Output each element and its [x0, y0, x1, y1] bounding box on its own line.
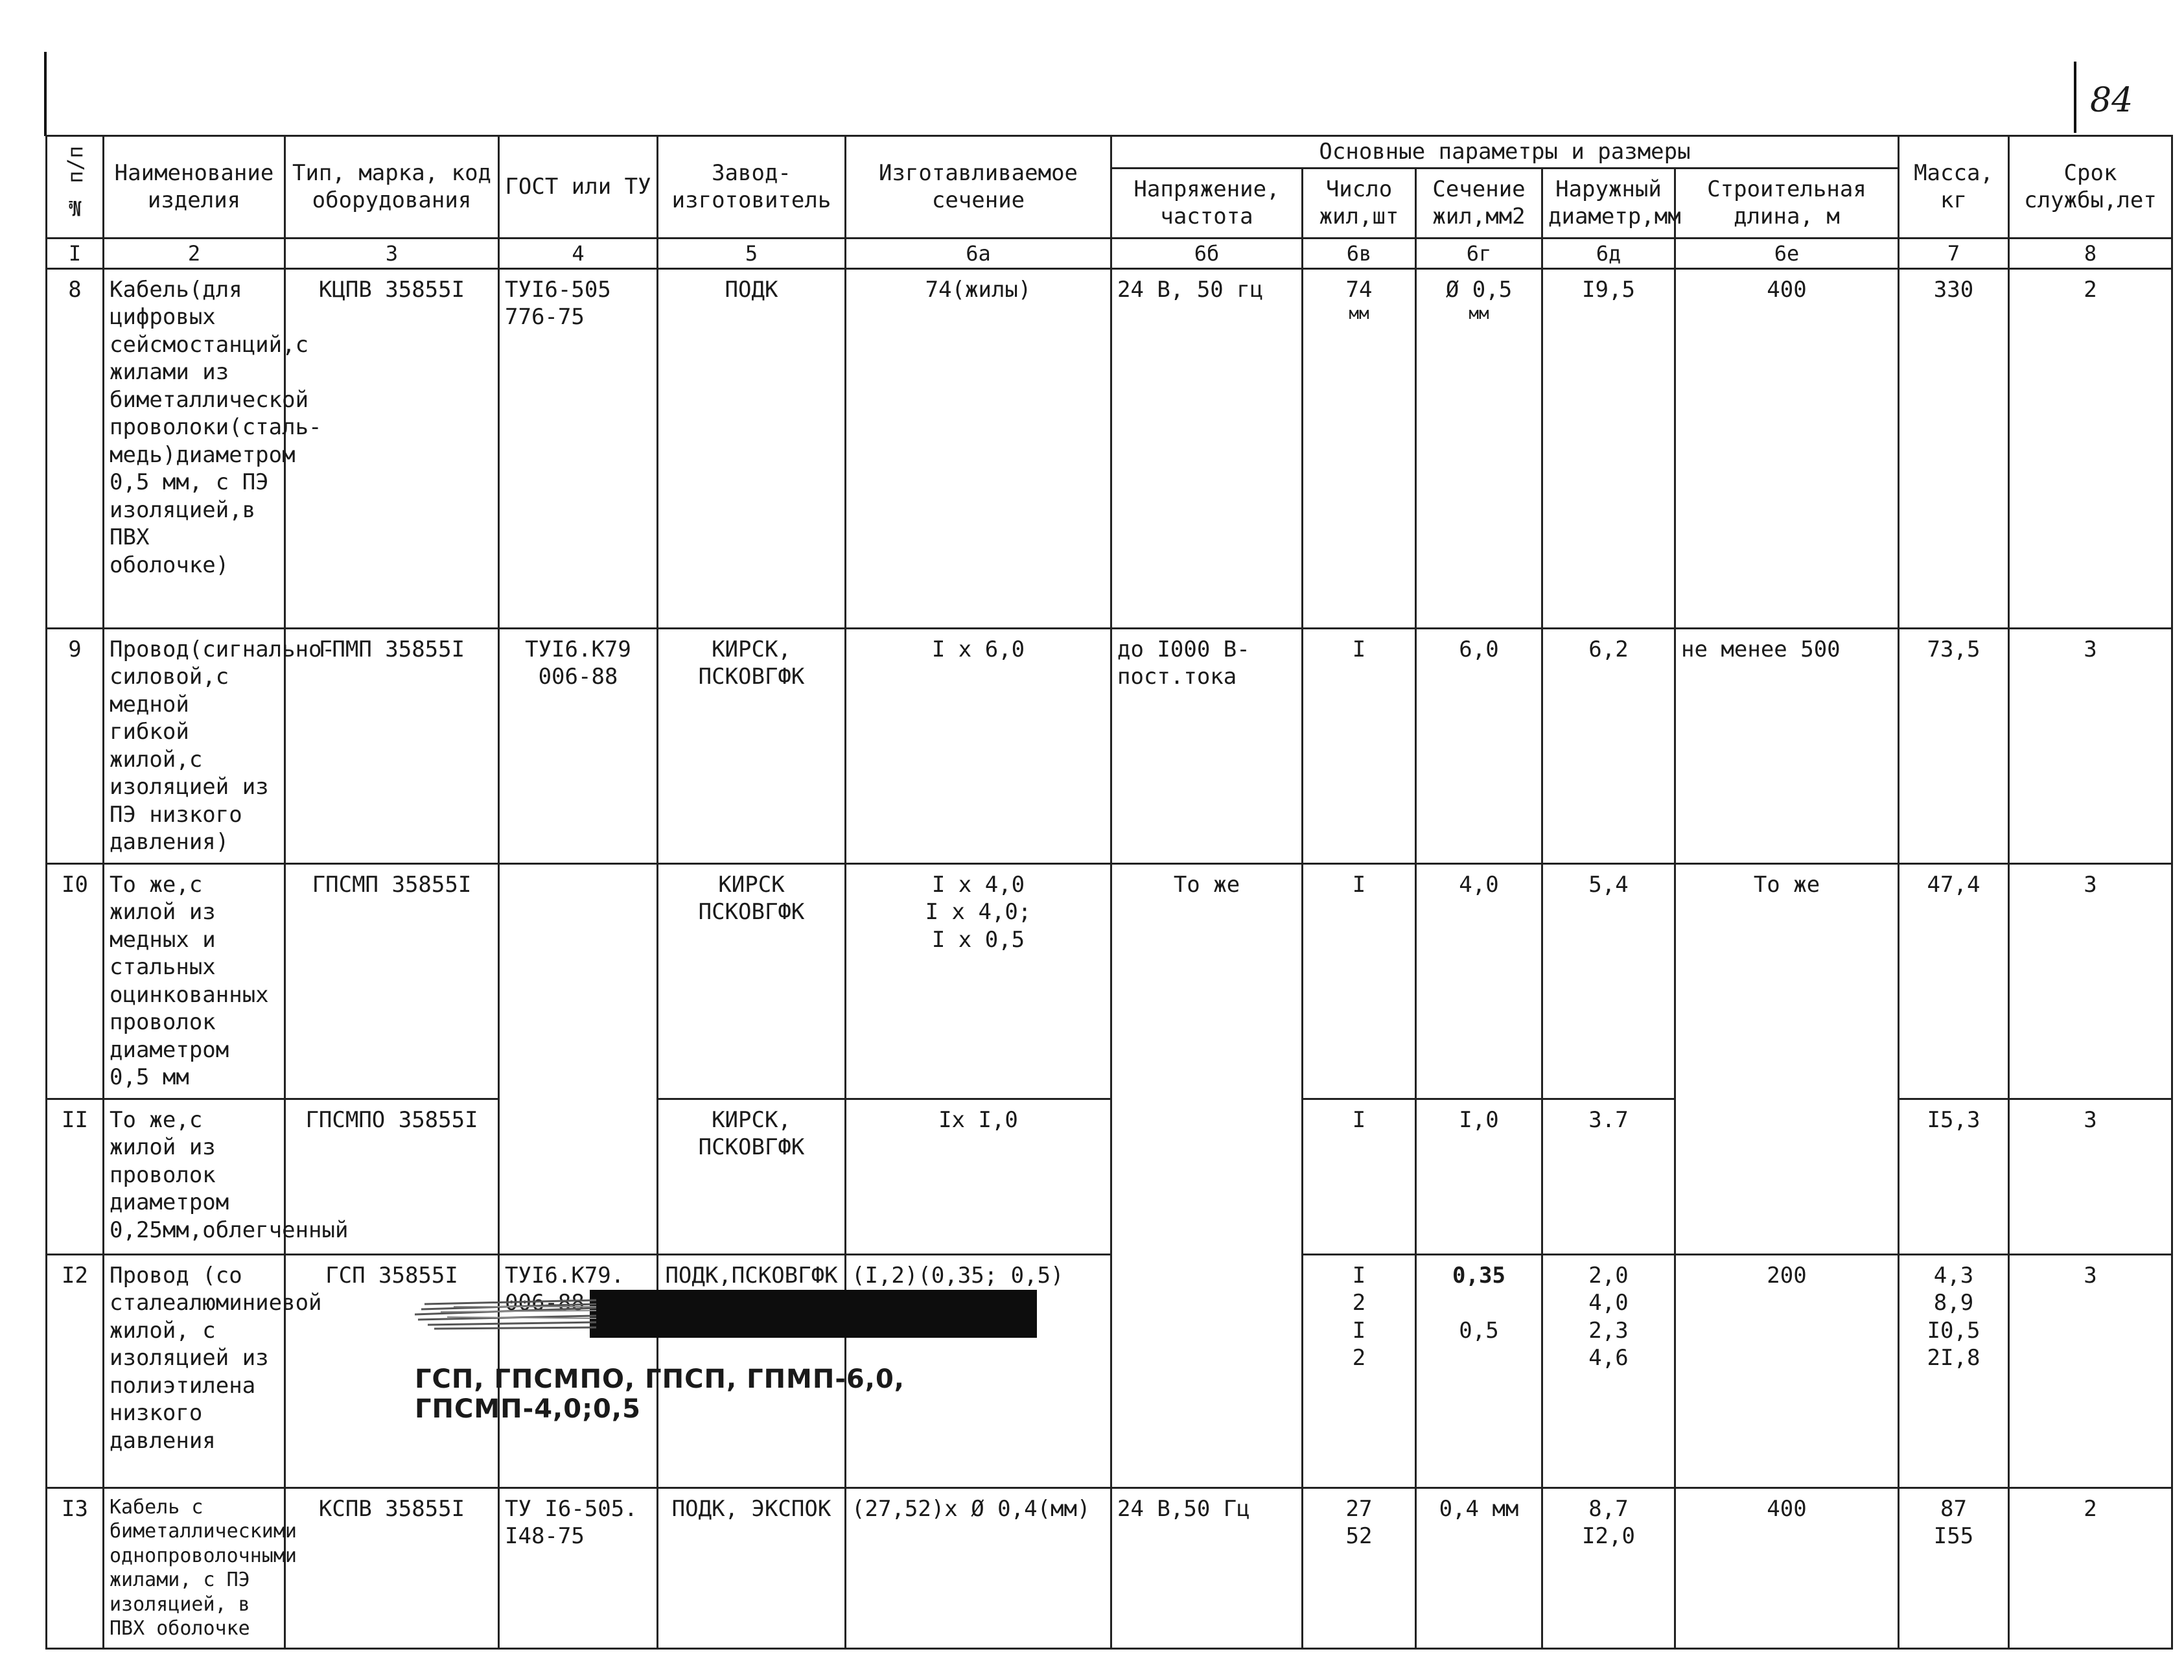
row-maker: КИРСК, ПСКОВГФК — [658, 1099, 846, 1254]
colnum: 4 — [499, 238, 658, 268]
column-numbers-row — [47, 238, 2172, 268]
row-type: КЦПВ 35855I — [285, 268, 499, 628]
row-core-section: 0,35 0,5 — [1416, 1254, 1542, 1488]
header-mass: Масса, кг — [1899, 136, 2009, 239]
row-core-section: 0,4 мм — [1416, 1488, 1542, 1648]
table-row — [47, 268, 2172, 628]
row-voltage: 24 В, 50 гц — [1111, 268, 1303, 628]
cable-photo — [415, 1289, 1037, 1339]
header-no: № п/п — [47, 136, 104, 239]
row-maker: КИРСК, ПСКОВГФК — [658, 628, 846, 863]
row-mass: 330 — [1899, 268, 2009, 628]
row-type: КСПВ 35855I — [285, 1488, 499, 1648]
row-mass: 73,5 — [1899, 628, 2009, 863]
colnum: 6а — [846, 238, 1111, 268]
row-mass: 4,3 8,9 I0,5 2I,8 — [1899, 1254, 2009, 1488]
page-number: 84 — [2090, 81, 2133, 120]
row-section: 74(жилы) — [846, 268, 1111, 628]
row-length: То же — [1675, 863, 1899, 1254]
page-number-divider — [2074, 62, 2076, 133]
row-maker: ПОДК,ПСКОВГФК — [658, 1254, 846, 1488]
cable-caption: ГСП, ГПСМПО, ГПСП, ГПМП-6,0, ГПСМП-4,0;0,5 — [415, 1364, 905, 1424]
row-core-section: Ø 0,5 мм — [1416, 268, 1542, 628]
row-no: 9 — [47, 628, 104, 863]
row-gost: ТУI6.К79 006-88 — [499, 628, 658, 863]
row-mass: I5,3 — [1899, 1099, 2009, 1254]
row-life: 3 — [2009, 1254, 2172, 1488]
header-group: Основные параметры и размеры — [1111, 136, 1899, 169]
header-section: Изготавливаемое сечение — [846, 136, 1111, 239]
row-no: 8 — [47, 268, 104, 628]
table-row — [47, 628, 2172, 863]
row-gost: ТУI6-505 776-75 — [499, 268, 658, 628]
row-diameter: 2,0 4,0 2,3 4,6 — [1542, 1254, 1675, 1488]
row-length: не менее 500 — [1675, 628, 1899, 863]
header-diameter: Наружный диаметр,мм — [1542, 168, 1675, 238]
header-cores: Число жил,шт — [1303, 168, 1416, 238]
row-name: Кабель(для цифровых сейсмостанций,с жилами из биметаллической проволоки(сталь-медь)диаметром 0,5 мм, с ПЭ изоляцией,в ПВХ оболочке) — [104, 268, 285, 628]
header-length: Строительная длина, м — [1675, 168, 1899, 238]
row-gost: ТУI6.К79. 006-88 — [499, 1254, 658, 1488]
row-mass: 87 I55 — [1899, 1488, 2009, 1648]
row-no: II — [47, 1099, 104, 1254]
row-name: То же,с жилой из проволок диаметром 0,25мм,облегченный — [104, 1099, 285, 1254]
header-gost: ГОСТ или ТУ — [499, 136, 658, 239]
row-type: ГСП 35855I — [285, 1254, 499, 1488]
row-life: 3 — [2009, 863, 2172, 1099]
row-core-section: 4,0 — [1416, 863, 1542, 1099]
row-gost-empty — [499, 863, 658, 1254]
row-name: Провод (со сталеалюминиевой жилой, с изоляцией из полиэтилена низкого давления — [104, 1254, 285, 1488]
header-voltage: Напряжение, частота — [1111, 168, 1303, 238]
row-no: I2 — [47, 1254, 104, 1488]
header-row-1 — [47, 136, 2172, 169]
row-type: ГПСМП 35855I — [285, 863, 499, 1099]
row-life: 2 — [2009, 268, 2172, 628]
header-core-section: Сечение жил,мм2 — [1416, 168, 1542, 238]
colnum: 6е — [1675, 238, 1899, 268]
colnum: 2 — [104, 238, 285, 268]
row-core-section: I,0 — [1416, 1099, 1542, 1254]
row-section: (27,52)x Ø 0,4(мм) — [846, 1488, 1111, 1648]
row-name: Кабель с биметаллическими однопроволочными жилами, с ПЭ изоляцией, в ПВХ оболочке — [104, 1488, 285, 1648]
row-maker: КИРСК ПСКОВГФК — [658, 863, 846, 1099]
colnum: 5 — [658, 238, 846, 268]
colnum: 6д — [1542, 238, 1675, 268]
row-section: I x 6,0 — [846, 628, 1111, 863]
colnum: 3 — [285, 238, 499, 268]
left-margin-line — [44, 52, 47, 136]
row-gost: ТУ I6-505. I48-75 — [499, 1488, 658, 1648]
row-no: I3 — [47, 1488, 104, 1648]
row-length: 400 — [1675, 268, 1899, 628]
colnum: 7 — [1899, 238, 2009, 268]
row-length: 400 — [1675, 1488, 1899, 1648]
row-cores: I — [1303, 628, 1416, 863]
row-type: ГПСМПО 35855I — [285, 1099, 499, 1254]
row-name: То же,с жилой из медных и стальных оцинкованных проволок диаметром 0,5 мм — [104, 863, 285, 1099]
row-voltage: То же — [1111, 863, 1303, 1488]
row-voltage: до I000 В- пост.тока — [1111, 628, 1303, 863]
table-row — [47, 1488, 2172, 1648]
row-mass: 47,4 — [1899, 863, 2009, 1099]
row-diameter: 5,4 — [1542, 863, 1675, 1099]
row-life: 2 — [2009, 1488, 2172, 1648]
table-row — [47, 863, 2172, 1099]
row-type: ГПМП 35855I — [285, 628, 499, 863]
colnum: 6в — [1303, 238, 1416, 268]
row-voltage: 24 В,50 Гц — [1111, 1488, 1303, 1648]
row-section: Ix I,0 — [846, 1099, 1111, 1254]
row-life: 3 — [2009, 1099, 2172, 1254]
row-life: 3 — [2009, 628, 2172, 863]
row-maker: ПОДК — [658, 268, 846, 628]
row-section: (I,2)(0,35; 0,5) — [846, 1254, 1111, 1488]
row-cores: I — [1303, 863, 1416, 1099]
row-diameter: 6,2 — [1542, 628, 1675, 863]
row-maker: ПОДК, ЭКСПОК — [658, 1488, 846, 1648]
row-length: 200 — [1675, 1254, 1899, 1488]
header-type: Тип, марка, код оборудования — [285, 136, 499, 239]
row-core-section: 6,0 — [1416, 628, 1542, 863]
row-cores: I — [1303, 1099, 1416, 1254]
equipment-table — [45, 135, 2173, 1650]
row-diameter: 8,7 I2,0 — [1542, 1488, 1675, 1648]
header-life: Срок службы,лет — [2009, 136, 2172, 239]
row-no: I0 — [47, 863, 104, 1099]
table-row — [47, 1254, 2172, 1488]
row-diameter: I9,5 — [1542, 268, 1675, 628]
header-maker: Завод-изготовитель — [658, 136, 846, 239]
row-diameter: 3.7 — [1542, 1099, 1675, 1254]
colnum: 6б — [1111, 238, 1303, 268]
colnum: I — [47, 238, 104, 268]
row-cores: 27 52 — [1303, 1488, 1416, 1648]
row-name: Провод(сигнально-силовой,с медной гибкой жилой,с изоляцией из ПЭ низкого давления) — [104, 628, 285, 863]
row-section: I x 4,0 I x 4,0; I x 0,5 — [846, 863, 1111, 1099]
colnum: 8 — [2009, 238, 2172, 268]
colnum: 6г — [1416, 238, 1542, 268]
header-name: Наименование изделия — [104, 136, 285, 239]
row-cores: I 2 I 2 — [1303, 1254, 1416, 1488]
row-cores: 74 мм — [1303, 268, 1416, 628]
